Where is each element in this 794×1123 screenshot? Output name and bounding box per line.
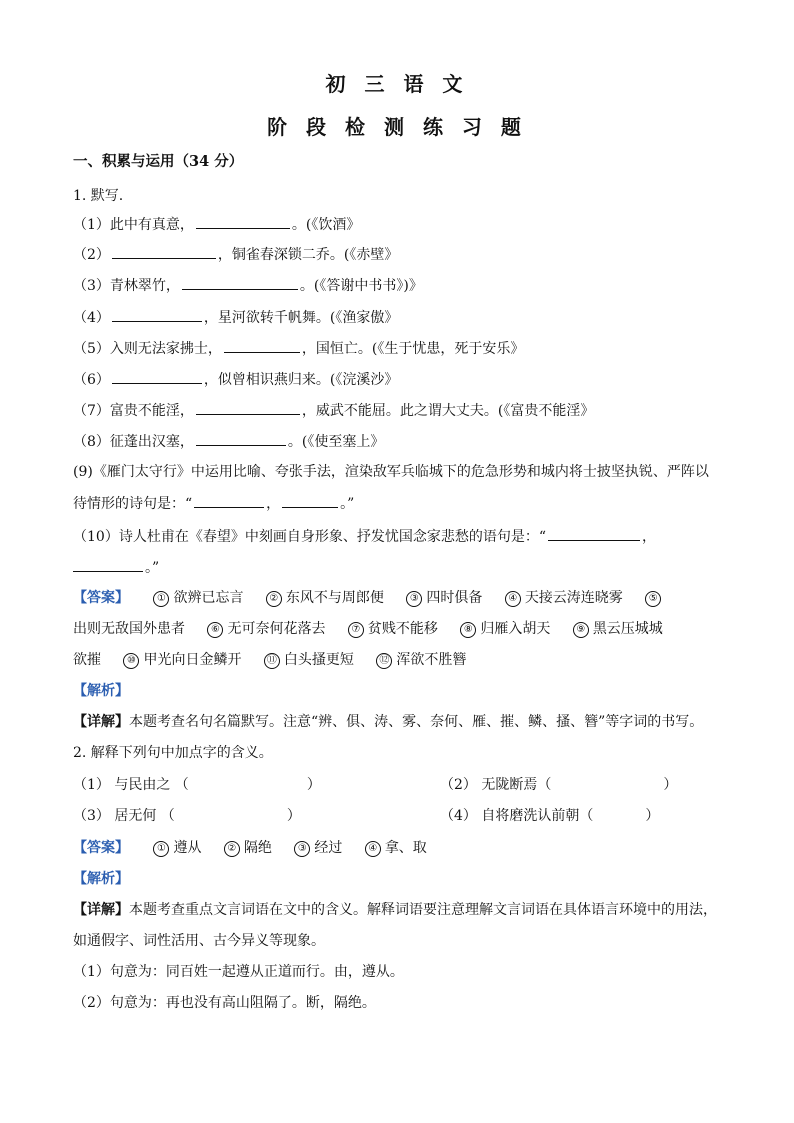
- page-subtitle: 阶 段 检 测 练 习 题: [267, 115, 527, 139]
- q2-item-1: （1） 与民由之 （ ）: [73, 777, 321, 793]
- analysis-tag-2: 【解析】: [73, 871, 129, 887]
- q1-detail: 【详解】本题考查名句名篇默写。注意“辨、俱、涛、雾、奈何、雁、摧、鳞、搔、簪”等字词的书写。: [73, 714, 704, 730]
- q1-answer-line-1: 【答案】 ① 欲辨已忘言 ② 东风不与周郎便 ③ 四时俱备 ④ 天接云涛连晓雾 ⑤: [73, 588, 665, 608]
- q2-note-1: （1）句意为：同百姓一起遵从正道而行。由，遵从。: [73, 964, 404, 980]
- q1-answer-line-3: 欲摧 ⑩ 甲光向日金鳞开 ⑪ 白头搔更短 ⑫ 浑欲不胜簪: [73, 652, 467, 668]
- q1-item-6: （6） ，似曾相识燕归来。(《浣溪沙》: [73, 369, 398, 390]
- q1-item-8: （8）征蓬出汉塞， 。(《使至塞上》: [73, 431, 384, 452]
- q1-item-1: （1）此中有真意， 。(《饮酒》: [73, 214, 360, 235]
- q1-item-5: （5）入则无法家拂士， ，国恒亡。(《生于忧患，死于安乐》: [73, 338, 524, 359]
- q2-detail-a: 【详解】本题考查重点文言词语在文中的含义。解释词语要注意理解文言词语在具体语言环境中的用法，: [73, 902, 717, 918]
- page-title: 初 三 语 文: [325, 72, 469, 96]
- q2-item-4: （4） 自将磨洗认前朝（ ）: [440, 808, 660, 824]
- analysis-tag: 【解析】: [73, 683, 129, 699]
- q1-item-10b: 。”: [73, 557, 159, 578]
- q1-item-7: （7）富贵不能淫， ，威武不能屈。此之谓大丈夫。(《富贵不能淫》: [73, 400, 594, 421]
- q2-heading: 2. 解释下列句中加点字的含义。: [73, 745, 273, 761]
- q1-item-10a: （10）诗人杜甫在《春望》中刻画自身形象、抒发忧国念家悲愁的语句是：“ ，: [73, 526, 656, 547]
- q2-item-3: （3） 居无何 （ ）: [73, 808, 301, 824]
- answer-tag: 【答案】: [73, 590, 129, 606]
- q2-item-2: （2） 无陇断焉（ ）: [440, 777, 678, 793]
- q1-answer-line-2: 出则无敌国外患者 ⑥ 无可奈何花落去 ⑦ 贫贱不能移 ⑧ 归雁入胡天 ⑨ 黑云压城城: [73, 621, 663, 637]
- q2-answer-line: 【答案】 ① 遵从 ② 隔绝 ③ 经过 ④ 拿、取: [73, 840, 427, 856]
- q2-note-2: （2）句意为：再也没有高山阻隔了。断，隔绝。: [73, 995, 376, 1011]
- q2-detail-b: 如通假字、词性活用、古今异义等现象。: [73, 933, 325, 949]
- q1-item-3: （3）青林翠竹， 。(《答谢中书书》)》: [73, 275, 423, 296]
- section-heading: 一、积累与运用（34 分）: [73, 153, 244, 170]
- q1-heading: 1. 默写.: [73, 188, 124, 204]
- q1-item-2: （2） ，铜雀春深锁二乔。(《赤壁》: [73, 244, 398, 265]
- q1-item-9b: 待情形的诗句是：“ ， 。”: [73, 493, 354, 514]
- q1-item-4: （4） ，星河欲转千帆舞。(《渔家傲》: [73, 307, 398, 328]
- q1-item-9a: (9)《雁门太守行》中运用比喻、夸张手法，渲染敌军兵临城下的危急形势和城内将士披坚执锐、严阵以: [73, 464, 709, 480]
